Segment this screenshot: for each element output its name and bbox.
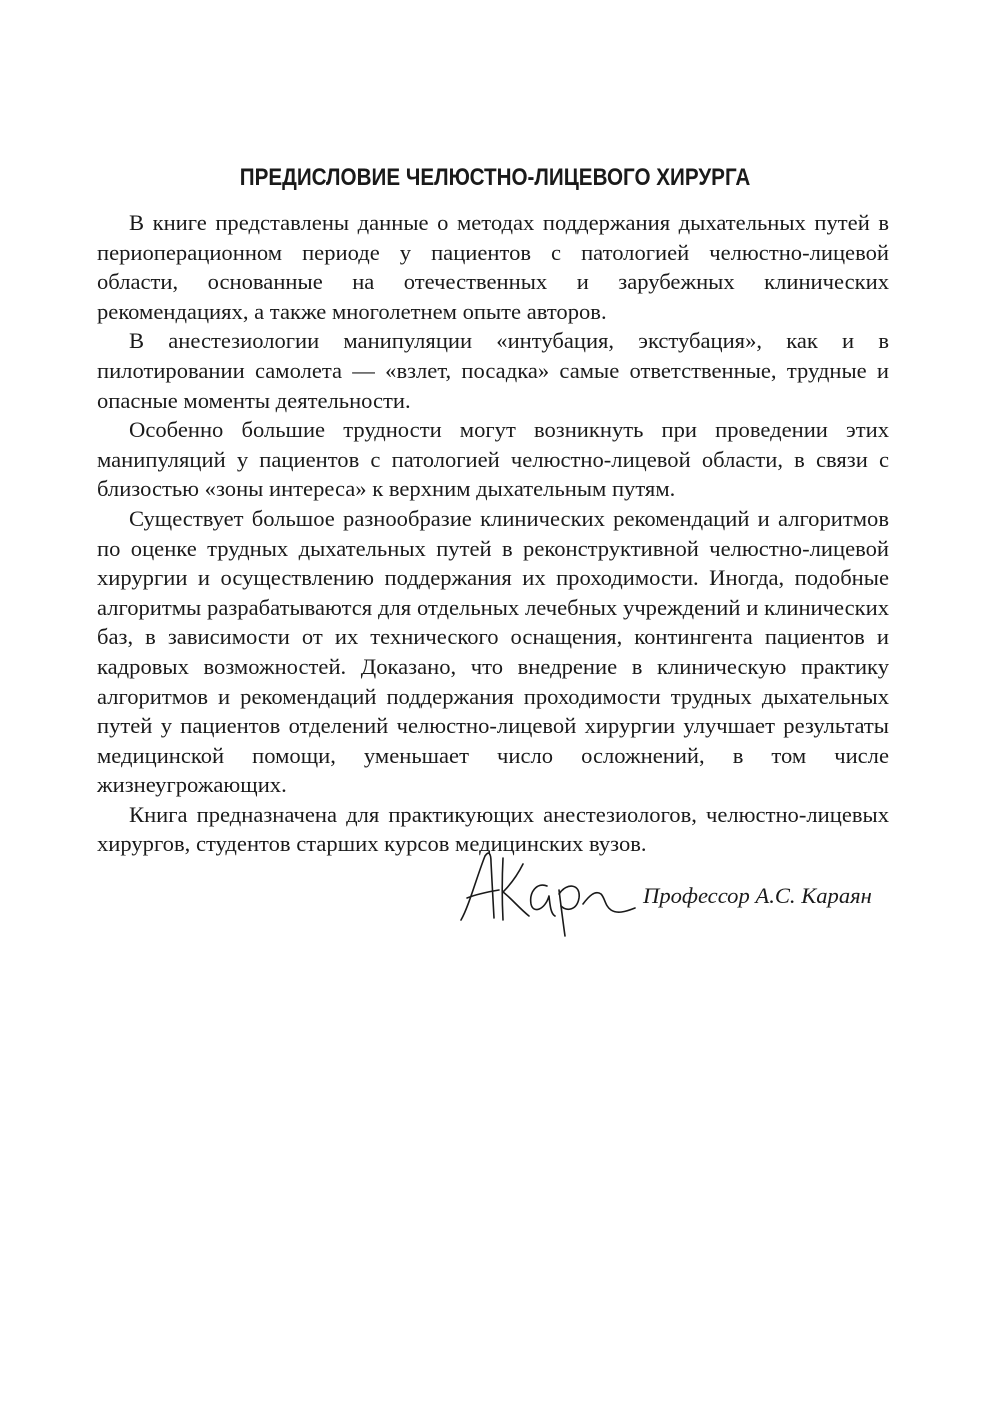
handwritten-signature — [455, 846, 640, 938]
paragraph-3: Особенно большие трудности могут возникнуть при проведении этих манипуляций у пациентов с патологией челюстно-лицевой области, в связи с близостью «зоны интереса» к верхним дыхательным путям. — [97, 417, 889, 502]
paragraph-5: Книга предназначена для практикующих анестезиологов, челюстно-лицевых хирургов, студентов старших курсов медицинских вузов. — [97, 801, 889, 857]
section-heading: ПРЕДИСЛОВИЕ ЧЕЛЮСТНО-ЛИЦЕВОГО ХИРУРГА — [239, 164, 751, 191]
paragraph-1: В книге представлены данные о методах поддержания дыхательных путей в периоперационном периоде у пациентов с патологией челюстно-лицевой области, основанные на отечественных и зарубежных клинических рекомендациях, а также многолетнем опыте авторов. — [97, 210, 889, 324]
preface-body — [97, 208, 889, 859]
signature-block — [455, 846, 895, 946]
paragraph-4: Существует большое разнообразие клинических рекомендаций и алгоритмов по оценке трудных дыхательных путей в реконструктивной челюстно-лицевой хирургии и осуществлению поддержания их проходимости. Иногда, подобные алгоритмы разрабатываются для отдельных лечебных учреждений и клинических баз, в зависимости от их технического оснащения, контингента пациентов и кадровых возможностей. Доказано, что внедрение в клиническую практику алгоритмов и рекомендаций поддержания проходимости трудных дыхательных путей у пациентов отделений челюстно-лицевой хирургии улучшает результаты медицинской помощи, уменьшает число осложнений, в том числе жизнеугрожающих. — [97, 505, 889, 798]
paragraph-2: В анестезиологии манипуляции «интубация, экстубация», как и в пилотировании самолета — «взлет, посадка» самые ответственные, трудные и опасные моменты деятельности. — [97, 328, 889, 413]
signer-name: Профессор А.С. Караян — [643, 883, 872, 908]
